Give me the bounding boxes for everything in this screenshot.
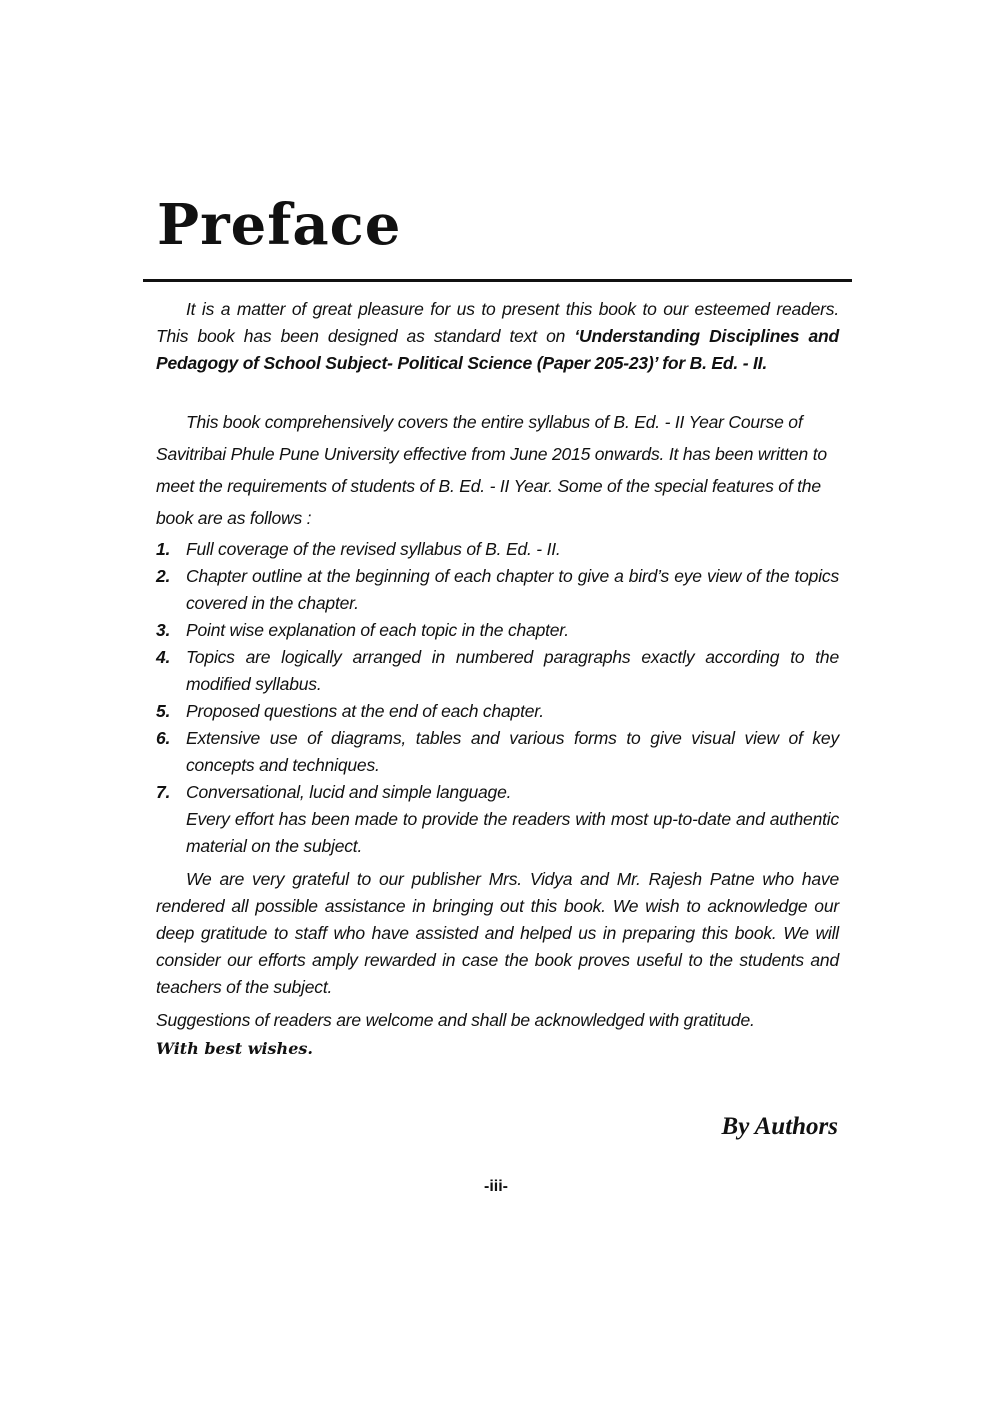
list-item	[156, 644, 839, 698]
page-title: Preface	[157, 192, 402, 258]
list-item	[156, 563, 839, 617]
list-item	[156, 725, 839, 779]
item-number: 7.	[156, 782, 171, 802]
signature: By Authors	[721, 1113, 838, 1140]
item-text: Chapter outline at the beginning of each chapter to give a bird’s eye view of the topics covered in the chapter.	[186, 566, 839, 613]
list-item	[156, 617, 839, 644]
item-text: Conversational, lucid and simple language.	[186, 782, 512, 802]
suggestions-line: Suggestions of readers are welcome and shall be acknowledged with gratitude.	[156, 1010, 755, 1030]
coverage-paragraph: This book comprehensively covers the entire syllabus of B. Ed. - II Year Course of Savitribai Phule Pune University effective from June 2015 onwards. It has been written to meet the requirements of students of B. Ed. - II Year. Some of the special features of the book are as follows :	[156, 412, 827, 528]
item-number: 3.	[156, 620, 171, 640]
item-number: 1.	[156, 539, 171, 559]
list-item	[156, 779, 839, 806]
book-title: ‘Understanding Disciplines and Pedagogy of School Subject- Political Science (Paper 205-23)’ for B. Ed. - II.	[156, 326, 840, 373]
title-divider	[143, 279, 852, 282]
list-item	[156, 698, 839, 725]
item-text: Extensive use of diagrams, tables and various forms to give visual view of key concepts and techniques.	[186, 728, 839, 775]
gratitude-paragraph: We are very grateful to our publisher Mrs. Vidya and Mr. Rajesh Patne who have rendered all possible assistance in bringing out this book. We wish to acknowledge our deep gratitude to staff who have assisted and helped us in preparing this book. We will consider our efforts amply rewarded in case the book proves useful to the students and teachers of the subject.	[156, 869, 839, 997]
features-list	[156, 536, 839, 860]
item-number: 4.	[156, 647, 171, 667]
item-text: Topics are logically arranged in numbered paragraphs exactly according to the modified syllabus.	[186, 647, 839, 694]
item-text: Point wise explanation of each topic in the chapter.	[186, 620, 569, 640]
intro-paragraph	[156, 296, 839, 377]
item-number: 2.	[156, 566, 171, 586]
best-wishes: With best wishes.	[156, 1039, 313, 1058]
item-text: Full coverage of the revised syllabus of B. Ed. - II.	[186, 539, 561, 559]
effort-note: Every effort has been made to provide the readers with most up-to-date and authentic material on the subject.	[186, 809, 839, 856]
page-number: -iii-	[484, 1178, 508, 1195]
intro-text: It is a matter of great pleasure for us to present this book to our esteemed readers. This book has been designed as standard text on	[156, 299, 839, 346]
item-number: 5.	[156, 701, 171, 721]
item-number: 6.	[156, 728, 171, 748]
list-item	[156, 536, 839, 563]
item-text: Proposed questions at the end of each chapter.	[186, 701, 544, 721]
